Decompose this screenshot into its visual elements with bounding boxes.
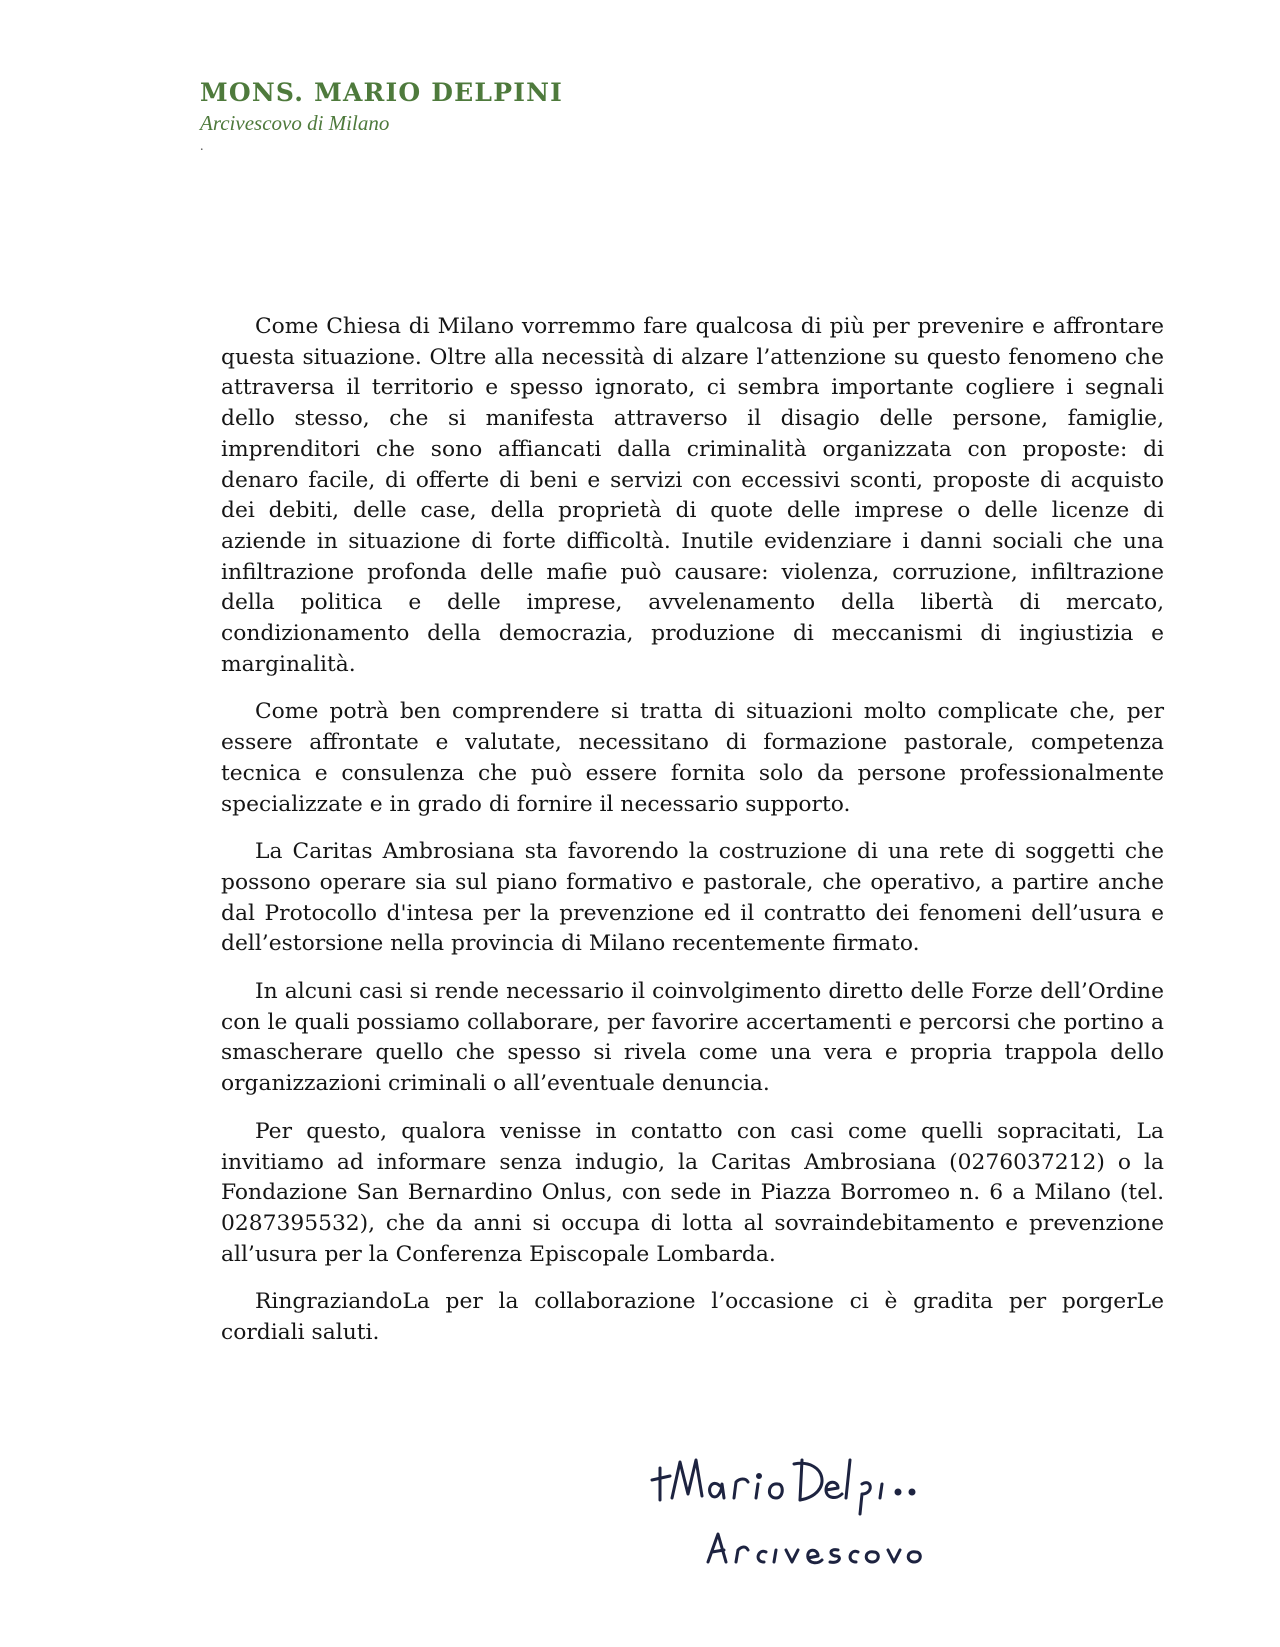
paragraph-5: Per questo, qualora venisse in contatto con casi come quelli sopracitati, La invitiamo ad informare senza indugio, la Caritas Ambrosiana (0276037212) o la Fondazione San Bernardino Onlus, con sede in Piazza Borromeo n. 6 a Milano (tel. 0287395532), che da anni si occupa di lotta al sovraindebitamento e prevenzione all’usura per la Conferenza Episcopale Lombarda. [221,1118,1164,1267]
letter-body [221,312,1164,1366]
paragraph-3: La Caritas Ambrosiana sta favorendo la costruzione di una rete di soggetti che possono operare sia sul piano formativo e pastorale, che operativo, a partire anche dal Protocollo d'intesa per la prevenzione ed il contratto dei fenomeni dell’usura e dell’estorsione nella provincia di Milano recentemente firmato. [221,839,1164,957]
paragraph-2: Come potrà ben comprendere si tratta di situazioni molto complicate che, per essere affrontate e valutate, necessitano di formazione pastorale, competenza tecnica e consulenza che può essere fornita solo da persone professionalmente specializzate e in grado di fornire il necessario supporto. [221,699,1164,817]
letterhead [200,78,563,154]
signature [650,1450,970,1580]
letterhead-mark: . [200,139,204,154]
paragraph-1: Come Chiesa di Milano vorremmo fare qualcosa di più per prevenire e affrontare questa situazione. Oltre alla necessità di alzare l’attenzione su questo fenomeno che attraversa il territorio e spesso ignorato, ci sembra importante cogliere i segnali dello stesso, che si manifesta attraverso il disagio delle persone, famiglie, imprenditori che sono affiancati dalla criminalità organizzata con proposte: di denaro facile, di offerte di beni e servizi con eccessivi sconti, proposte di acquisto dei debiti, delle case, della proprietà di quote delle imprese o delle licenze di aziende in situazione di forte difficoltà. Inutile evidenziare i danni sociali che una infiltrazione profonda delle mafie può causare: violenza, corruzione, infiltrazione della politica e delle imprese, avvelenamento della libertà di mercato, condizionamento della democrazia, produzione di meccanismi di ingiustizia e marginalità. [221,314,1164,677]
paragraph-4: In alcuni casi si rende necessario il coinvolgimento diretto delle Forze dell’Ordine con le quali possiamo collaborare, per favorire accertamenti e percorsi che portino a smascherare quello che spesso si rivela come una vera e propria trappola dello organizzazioni criminali o all’eventuale denuncia. [221,979,1164,1097]
paragraph-6: RingraziandoLa per la collaborazione l’occasione ci è gradita per porgerLe cordiali saluti. [221,1289,1164,1346]
signature-icon [650,1450,970,1580]
letterhead-title: Arcivescovo di Milano [200,111,390,135]
letterhead-name: MONS. MARIO DELPINI [200,78,564,107]
